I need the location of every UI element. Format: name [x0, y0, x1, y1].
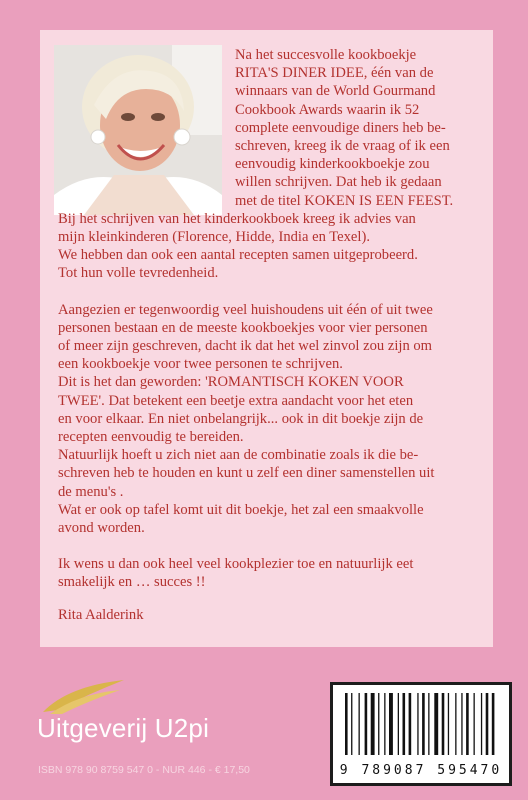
barcode-bar: [428, 693, 429, 755]
barcode: [330, 682, 512, 786]
paragraph-line: recepten eenvoudig te bereiden.: [58, 429, 244, 446]
barcode-bar: [378, 693, 379, 755]
paragraph-line: schreven heb te houden en kunt u zelf een diner samenstellen uit: [58, 465, 435, 482]
paragraph-line: personen bestaan en de meeste kookboekjes voor vier personen: [58, 319, 428, 336]
paragraph-line: mijn kleinkinderen (Florence, Hidde, India en Texel).: [58, 229, 370, 246]
barcode-bar: [389, 693, 393, 755]
barcode-bar: [481, 693, 482, 755]
barcode-number: 9 789087 595470: [339, 763, 503, 778]
intro-line: Cookbook Awards waarin ik 52: [235, 101, 420, 118]
paragraph-gap: [58, 537, 488, 555]
barcode-bar: [417, 693, 418, 755]
isbn-line: ISBN 978 90 8759 547 0 - NUR 446 - € 17,50: [38, 764, 250, 776]
quill-swoosh-icon: [38, 676, 128, 716]
paragraph-line: of meer zijn geschreven, dacht ik dat het wel zinvol zou zijn om: [58, 338, 433, 355]
barcode-bar: [448, 693, 449, 755]
paragraph-gap: [58, 283, 488, 301]
barcode-bar: [365, 693, 368, 755]
paragraph-line: de menu's .: [58, 483, 124, 500]
barcode-bar: [351, 693, 352, 755]
signature: Rita Aalderink: [58, 606, 144, 623]
barcode-bar: [474, 693, 475, 755]
paragraph-line: smakelijk en … succes !!: [58, 574, 206, 591]
barcode-bar: [486, 693, 489, 755]
barcode-bar: [409, 693, 412, 755]
barcode-bar: [461, 693, 462, 755]
paragraph-line: avond worden.: [58, 520, 145, 537]
paragraph-line: Dit is het dan geworden: 'ROMANTISCH KOKEN VOOR: [58, 374, 404, 391]
paragraph-line: en voor elkaar. En niet onbelangrijk... ook in dit boekje zijn de: [58, 410, 424, 427]
intro-line: Na het succesvolle kookboekje: [235, 47, 417, 63]
barcode-bar: [434, 693, 438, 755]
intro-line: winnaars van de World Gourmand: [235, 83, 436, 100]
barcode-bar: [403, 693, 406, 755]
paragraph-line: TWEE'. Dat betekent een beetje extra aandacht voor het eten: [58, 392, 414, 409]
barcode-bar: [442, 693, 445, 755]
paragraph-gap: [58, 592, 488, 606]
paragraph-line: Tot hun volle tevredenheid.: [58, 265, 219, 282]
paragraph-line: Natuurlijk hoeft u zich niet aan de combinatie zoals ik die be-: [58, 447, 419, 464]
intro-line: willen schrijven. Dat heb ik gedaan: [235, 174, 442, 191]
barcode-bar: [455, 693, 456, 755]
barcode-bar: [398, 693, 399, 755]
paragraph-line: een kookboekje voor twee personen te schrijven.: [58, 356, 343, 373]
barcode-bar: [384, 693, 385, 755]
barcode-bar: [371, 693, 375, 755]
back-cover-text: [58, 46, 488, 624]
barcode-bar: [422, 693, 425, 755]
publisher-name: Uitgeverij U2pi: [37, 713, 210, 743]
intro-line: RITA'S DINER IDEE, één van de: [235, 65, 434, 82]
barcode-bars-icon: [333, 685, 509, 761]
paragraph-line: Bij het schrijven van het kinderkookboek kreeg ik advies van: [58, 210, 416, 227]
paragraph-line: We hebben dan ook een aantal recepten samen uitgeprobeerd.: [58, 247, 418, 264]
barcode-bar: [359, 693, 360, 755]
barcode-bar: [466, 693, 469, 755]
barcode-bar: [345, 693, 348, 755]
intro-line: eenvoudig kinderkookboekje zou: [235, 156, 430, 173]
paragraph-line: Wat er ook op tafel komt uit dit boekje, het zal een smaakvolle: [58, 501, 424, 518]
barcode-bar: [492, 693, 495, 755]
paragraph-line: Ik wens u dan ook heel veel kookplezier toe en natuurlijk eet: [58, 556, 414, 573]
intro-line: schreven, kreeg ik de vraag of ik een: [235, 138, 450, 155]
paragraph-line: Aangezien er tegenwoordig veel huishoudens uit één of uit twee: [58, 301, 433, 318]
intro-line: complete eenvoudige diners heb be-: [235, 119, 446, 136]
intro-line: met de titel KOKEN IS EEN FEEST.: [235, 192, 454, 209]
